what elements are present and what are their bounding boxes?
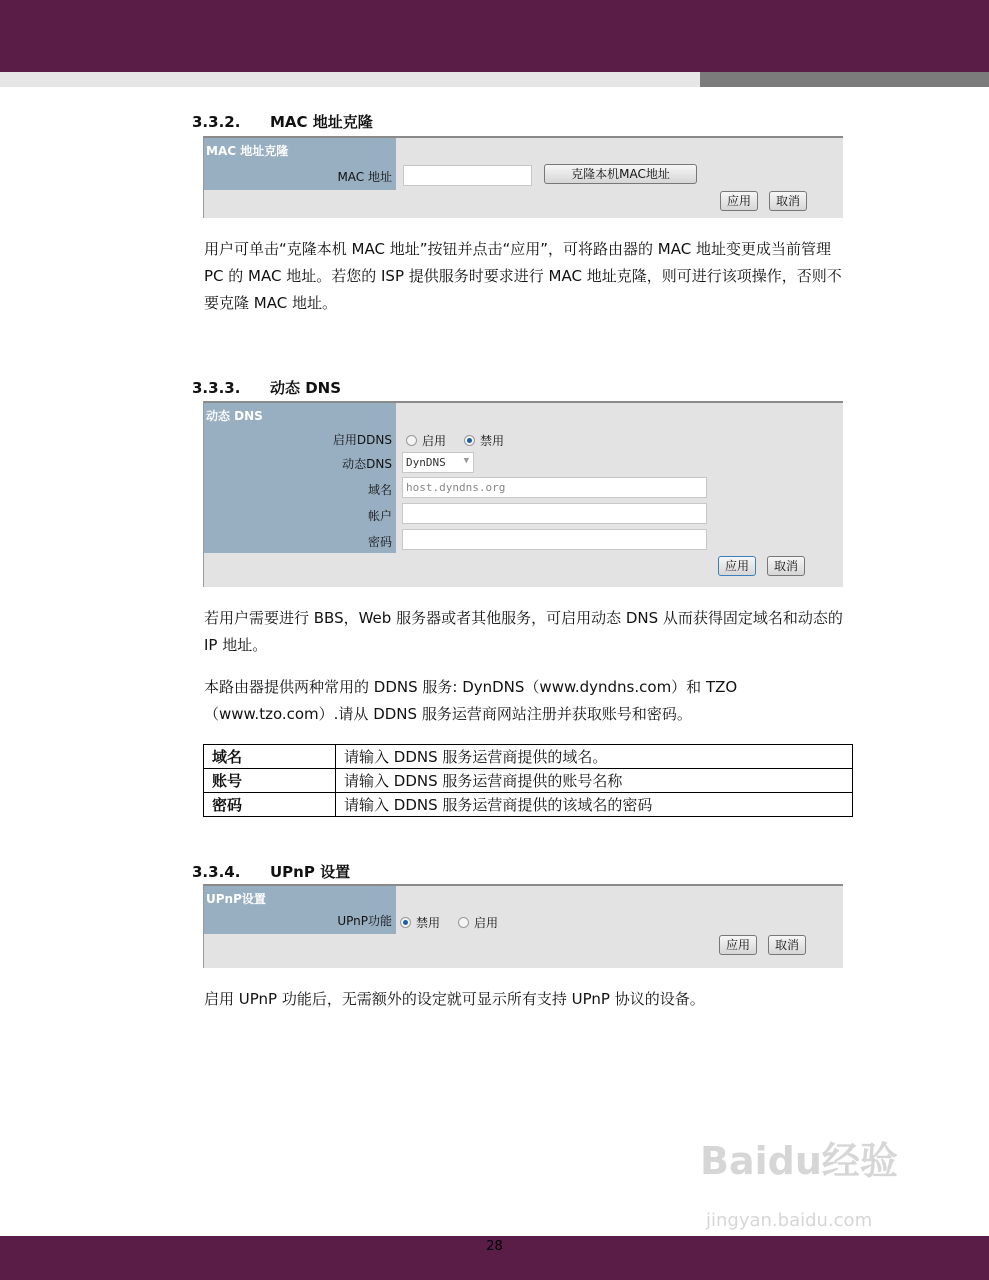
table-row (204, 769, 853, 793)
paragraph: 启用 UPnP 功能后，无需额外的设定就可显示所有支持 UPnP 协议的设备。 (204, 990, 705, 1008)
panel-title: 动态 DNS (206, 409, 263, 423)
watermark-url: jingyan.baidu.com (706, 1210, 873, 1231)
paragraph: 本路由器提供两种常用的 DDNS 服务: DynDNS（www.dyndns.com）和 TZO（www.tzo.com）.请从 DDNS 服务运营商网站注册并获取账号和密码。 (204, 678, 738, 723)
mac-clone-panel (203, 136, 843, 218)
cancel-button[interactable]: 取消 (767, 556, 805, 576)
radio-label: 启用 (474, 916, 499, 930)
upnp-panel (203, 884, 843, 968)
radio-selected-icon[interactable] (400, 917, 411, 928)
ddns-provider-label: 动态DNS (342, 457, 392, 471)
radio-label: 启用 (422, 434, 447, 448)
watermark-logo: Baidu经验 (700, 1139, 898, 1183)
enable-ddns-label: 启用DDNS (332, 433, 392, 447)
radio-enable[interactable] (406, 432, 446, 449)
table-row (204, 793, 853, 817)
panel-title: UPnP设置 (206, 892, 266, 906)
section-title: MAC 地址克隆 (270, 113, 373, 131)
radio-disable[interactable] (464, 432, 504, 449)
apply-button[interactable]: 应用 (718, 556, 756, 576)
label-column (204, 886, 396, 934)
upnp-label: UPnP功能 (337, 914, 392, 928)
header-stripe-light (0, 72, 700, 87)
radio-label: 禁用 (416, 916, 441, 930)
radio-icon[interactable] (406, 435, 417, 446)
password-label: 密码 (367, 535, 392, 549)
account-input[interactable] (402, 503, 707, 524)
clone-mac-button[interactable]: 克隆本机MAC地址 (544, 164, 697, 184)
paragraph: 用户可单击“克隆本机 MAC 地址”按钮并点击“应用”，可将路由器的 MAC 地址变更成当前管理 PC 的 MAC 地址。若您的 ISP 提供服务时要求进行 MAC 地址克隆，则可进行该项操作，否则不要克隆 MAC 地址。 (204, 240, 842, 312)
apply-button[interactable]: 应用 (720, 191, 758, 211)
select-value: DynDNS (406, 456, 446, 469)
cancel-button[interactable]: 取消 (768, 935, 806, 955)
table-row (204, 745, 853, 769)
section-number: 3.3.2. (192, 113, 241, 131)
table-key: 账号 (204, 769, 336, 793)
table-key: 域名 (204, 745, 336, 769)
ddns-provider-select[interactable] (402, 452, 474, 473)
radio-enable[interactable] (458, 914, 498, 931)
ddns-panel (203, 401, 843, 587)
radio-label: 禁用 (480, 434, 505, 448)
radio-icon[interactable] (458, 917, 469, 928)
mac-address-label: MAC 地址 (337, 170, 392, 184)
radio-disable[interactable] (400, 914, 440, 931)
paragraph: 若用户需要进行 BBS，Web 服务器或者其他服务，可启用动态 DNS 从而获得固定域名和动态的 IP 地址。 (204, 609, 843, 654)
table-value: 请输入 DDNS 服务运营商提供的该域名的密码 (336, 793, 853, 817)
domain-label: 域名 (367, 483, 392, 497)
label-column (204, 138, 396, 190)
section-title: UPnP 设置 (270, 863, 351, 881)
section-title: 动态 DNS (270, 379, 342, 397)
label-column (204, 403, 396, 553)
page-number: 28 (486, 1239, 503, 1254)
cancel-button[interactable]: 取消 (769, 191, 807, 211)
panel-title: MAC 地址克隆 (206, 144, 289, 158)
radio-selected-icon[interactable] (464, 435, 475, 446)
account-label: 帐户 (367, 509, 392, 523)
mac-address-input[interactable] (403, 165, 532, 186)
chevron-down-icon: ▼ (463, 456, 469, 466)
header-stripe-dark (700, 72, 989, 87)
password-input[interactable] (402, 529, 707, 550)
header-bar (0, 0, 989, 72)
apply-button[interactable]: 应用 (719, 935, 757, 955)
table-value: 请输入 DDNS 服务运营商提供的域名。 (336, 745, 853, 769)
ddns-fields-table (203, 744, 853, 817)
section-number: 3.3.4. (192, 863, 241, 881)
table-key: 密码 (204, 793, 336, 817)
section-heading-mac-clone (192, 111, 373, 132)
section-heading-ddns (192, 377, 341, 398)
section-heading-upnp (192, 861, 350, 882)
table-value: 请输入 DDNS 服务运营商提供的账号名称 (336, 769, 853, 793)
section-number: 3.3.3. (192, 379, 241, 397)
domain-input[interactable]: host.dyndns.org (402, 477, 707, 498)
